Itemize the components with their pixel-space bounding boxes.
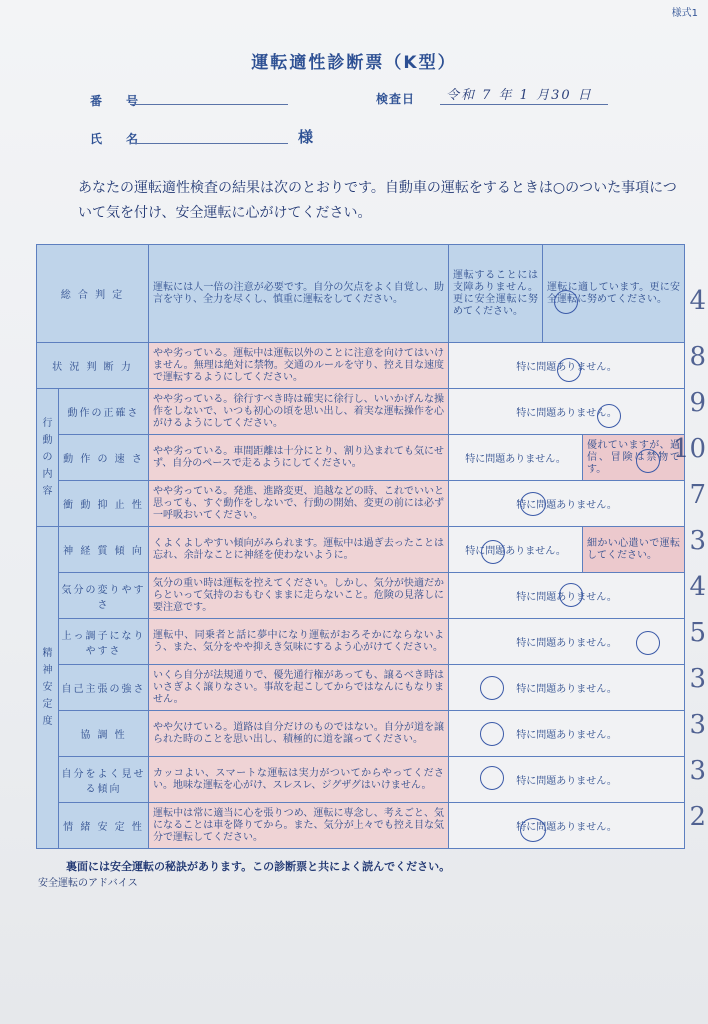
row-ok: 特に問題ありません。 [449, 803, 685, 849]
document-title: 運転適性診断票（K型） [251, 53, 457, 73]
row-caution: 運転中は常に適当に心を張りつめ、運転に専念し、考えごと、気になることは車を降りてから。また、気分が上々でも控え目な気分で運転してください。 [149, 803, 449, 849]
score: 3 [689, 710, 706, 740]
table-row [37, 481, 685, 527]
row-ok: 特に問題ありません。 [449, 573, 685, 619]
row-category: 衝 動 抑 止 性 [59, 481, 149, 527]
name-label: 氏 名 [90, 132, 145, 146]
form-number: 様式1 [671, 8, 698, 19]
score: 8 [689, 342, 706, 372]
score-overall: 4 [689, 286, 706, 316]
score: 7 [689, 480, 706, 510]
table-row [37, 573, 685, 619]
row-caution: カッコよい、スマートな運転は実力がついてからやってください。地味な運転を心がけ、スレスレ、ジグザグはいけません。 [149, 757, 449, 803]
table-row [37, 757, 685, 803]
row-extra: 優れていますが、過信、冒険は禁物です。 [583, 435, 685, 481]
table-row [37, 435, 685, 481]
intro-text: あなたの運転適性検査の結果は次のとおりです。自動車の運転をするときは○のついた事項について気を付け、安全運転に心がけてください。 [78, 180, 677, 221]
row-caution: やや劣っている。発進、進路変更、追越などの時、これでいいと思っても、すぐ動作をしないで、行動の開始、変更の前には必ず一呼吸おいてください。 [149, 481, 449, 527]
date-label: 検査日 [376, 92, 416, 106]
group-label-mental: 精 神 安 定 度 [37, 527, 59, 849]
table-row [37, 711, 685, 757]
table-row [37, 665, 685, 711]
row-ok: 特に問題ありません。 [449, 619, 685, 665]
table-row [37, 619, 685, 665]
row-category: 情 緒 安 定 性 [59, 803, 149, 849]
overall-category: 総 合 判 定 [37, 245, 149, 343]
row-category: 状 況 判 断 力 [37, 343, 149, 389]
table-row [37, 343, 685, 389]
mark-circle [636, 449, 660, 473]
score: 3 [689, 526, 706, 556]
date-value: 令和 7 年 1 月30 日 [446, 88, 593, 103]
score: 3 [689, 756, 706, 786]
mark-circle [554, 290, 578, 314]
row-category: 自分をよく見せる傾向 [59, 757, 149, 803]
row-category: 気分の変りやすさ [59, 573, 149, 619]
table-row [37, 389, 685, 435]
name-field[interactable] [130, 143, 288, 144]
group-label-action: 行 動 の 内 容 [37, 389, 59, 527]
score: 9 [689, 388, 706, 418]
score: 10 [672, 434, 706, 464]
mark-circle [481, 540, 505, 564]
score: 4 [689, 572, 706, 602]
row-caution: やや劣っている。車間距離は十分にとり、割り込まれても気にせず、自分のペースで走るようにしてください。 [149, 435, 449, 481]
row-caution: やや劣っている。徐行すべき時は確実に徐行し、いいかげんな操作をしないで、いつも初心の頃を思い出し、着実な運転操作を心がけるようにしてください。 [149, 389, 449, 435]
score: 2 [689, 802, 706, 832]
score: 5 [689, 618, 706, 648]
overall-caution: 運転には人一倍の注意が必要です。自分の欠点をよく自覚し、助言を守り、全力を尽くし、慎重に運転をしてください。 [149, 245, 449, 343]
footer-note: 裏面には安全運転の秘訣があります。この診断票と共によく読んでください。 [66, 860, 451, 873]
mark-circle [480, 766, 504, 790]
table-row [37, 527, 685, 573]
mark-circle [559, 583, 583, 607]
row-category: 動作の正確さ [59, 389, 149, 435]
row-ok: 特に問題ありません。 [449, 481, 685, 527]
row-ok: 特に問題ありません。 [449, 757, 685, 803]
row-category: 上っ調子になりやすさ [59, 619, 149, 665]
score: 3 [689, 664, 706, 694]
mark-circle [636, 631, 660, 655]
date-underline [440, 104, 608, 105]
row-caution: くよくよしやすい傾向がみられます。運転中は過ぎ去ったことは忘れ、余計なことに神経を使わないように。 [149, 527, 449, 573]
row-category: 自己主張の強さ [59, 665, 149, 711]
row-category: 動 作 の 速 さ [59, 435, 149, 481]
advice-label: 安全運転のアドバイス [38, 878, 138, 889]
mark-circle [557, 358, 581, 382]
row-caution: 気分の重い時は運転を控えてください。しかし、気分が快適だからといって気持のおもむくままに走らないこと。危険の見落しに要注意です。 [149, 573, 449, 619]
mark-circle [480, 722, 504, 746]
row-caution: 運転中、同乗者と話に夢中になり運転がおろそかにならないよう、また、気分をやや抑えき気味にするよう心がけてください。 [149, 619, 449, 665]
number-label: 番 号 [90, 94, 145, 108]
row-caution: やや劣っている。運転中は運転以外のことに注意を向けてはいけません。無理は絶対に禁物。交通のルールを守り、控え目な速度で運転するようにしてください。 [149, 343, 449, 389]
mark-circle [480, 676, 504, 700]
mark-circle [597, 404, 621, 428]
row-extra: 細かい心遣いで運転してください。 [583, 527, 685, 573]
number-field[interactable] [130, 104, 288, 105]
honorific: 様 [298, 128, 320, 146]
table-row [37, 803, 685, 849]
row-ok: 特に問題ありません。 [449, 527, 583, 573]
row-ok: 特に問題ありません。 [449, 343, 685, 389]
row-ok: 特に問題ありません。 [449, 711, 685, 757]
diagnosis-table [36, 244, 685, 849]
mark-circle [520, 818, 546, 842]
overall-row [37, 245, 685, 343]
row-caution: いくら自分が法規通りで、優先通行権があっても、譲るべき時はいさぎよく譲りなさい。事故を起こしてからではなんにもなりません。 [149, 665, 449, 711]
row-ok: 特に問題ありません。 [449, 389, 685, 435]
overall-mid: 運転することには支障ありません。更に安全運転に努めてください。 [449, 245, 543, 343]
row-ok: 特に問題ありません。 [449, 435, 583, 481]
overall-good: 運転に適しています。更に安全運転に努めてください。 [543, 245, 685, 343]
row-caution: やや欠けている。道路は自分だけのものではない。自分が道を譲られた時のことを思い出し、積極的に道を譲ってください。 [149, 711, 449, 757]
row-ok: 特に問題ありません。 [449, 665, 685, 711]
mark-circle [520, 492, 546, 516]
row-category: 協 調 性 [59, 711, 149, 757]
row-category: 神 経 質 傾 向 [59, 527, 149, 573]
